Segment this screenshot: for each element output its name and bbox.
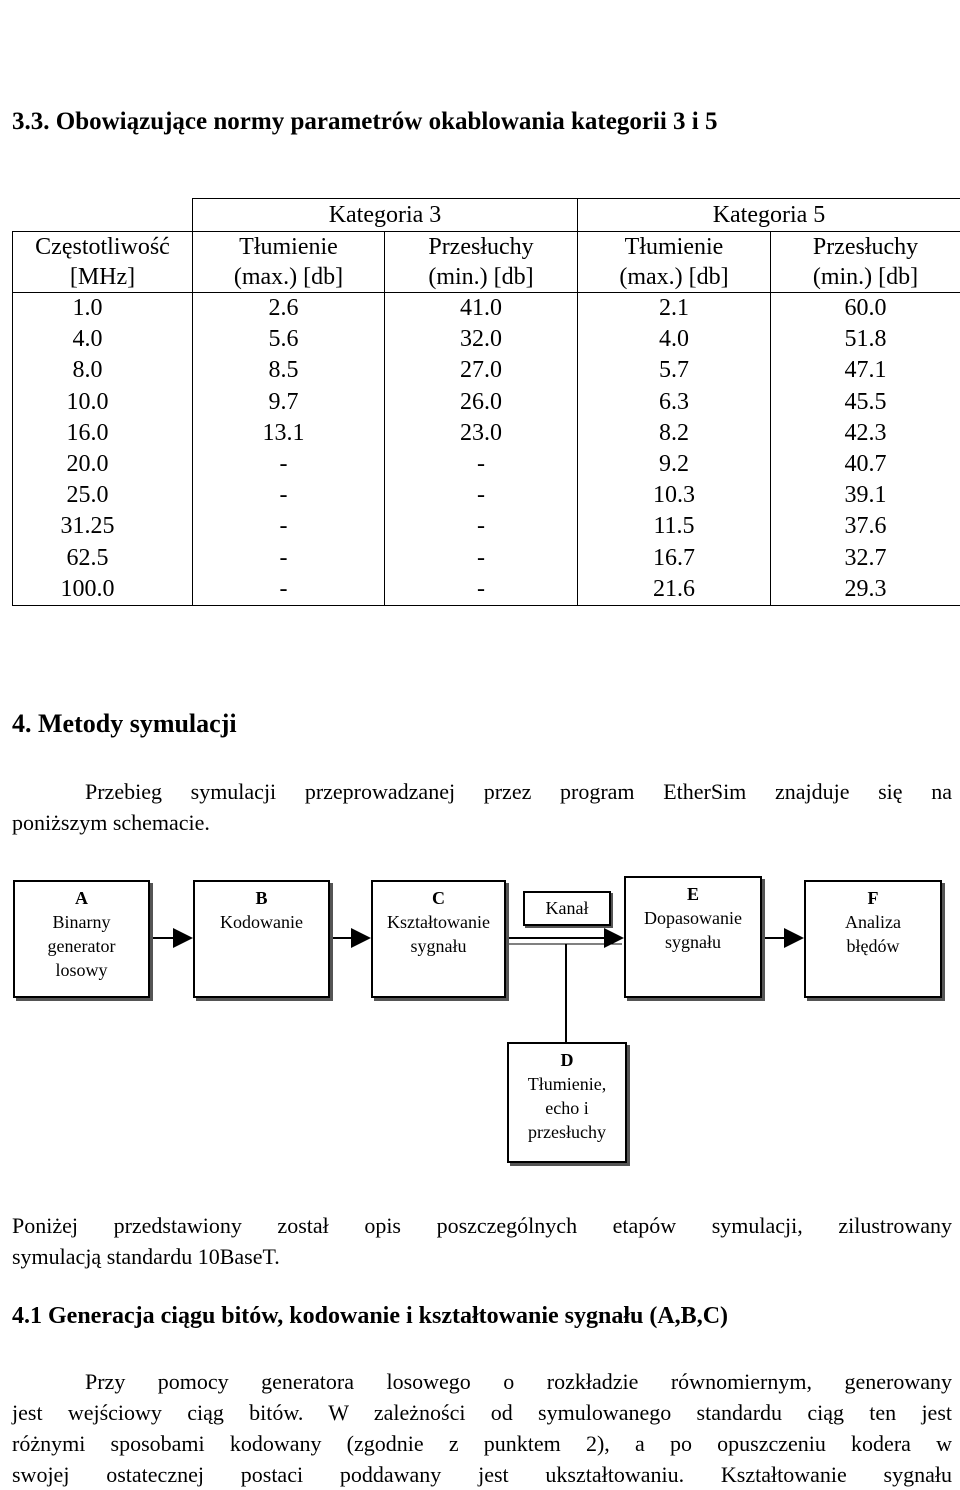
header-cat5-crosstalk: Przesłuchy (min.) [db]	[771, 232, 960, 293]
table-cell: 6.3	[578, 387, 771, 418]
table-cell: -	[385, 574, 578, 606]
table-cell: 11.5	[578, 511, 771, 542]
section-4-title: 4. Metody symulacji	[12, 709, 237, 738]
table-cell: 45.5	[771, 387, 960, 418]
table-cell: 13.1	[193, 418, 385, 449]
section-4-1-title: 4.1 Generacja ciągu bitów, kodowanie i kształtowanie sygnału (A,B,C)	[12, 1303, 729, 1329]
header-category-5: Kategoria 5	[578, 199, 960, 232]
block-e-signal-matching: E Dopasowanie sygnału	[624, 876, 762, 998]
section-4-intro	[12, 776, 952, 838]
s41-line-1: Przy pomocy generatora losowego o rozkładzie równomiernym, generowany	[85, 1369, 952, 1394]
table-cell: -	[385, 543, 578, 574]
table-cell: 20.0	[13, 449, 193, 480]
table-cell: 10.3	[578, 480, 771, 511]
table-cell: 26.0	[385, 387, 578, 418]
intro-line-2: poniższym schemacie.	[12, 810, 210, 835]
table-row	[13, 449, 960, 480]
block-d-attenuation-echo-crosstalk: D Tłumienie, echo i przesłuchy	[507, 1042, 627, 1163]
table-cell: 41.0	[385, 293, 578, 325]
table-cell: 10.0	[13, 387, 193, 418]
table-cell: 5.7	[578, 355, 771, 386]
table-cell: -	[193, 574, 385, 606]
s41-line-3: różnymi sposobami kodowany (zgodnie z punktem 2), a po opuszczeniu kodera w	[12, 1431, 952, 1456]
table-row	[13, 511, 960, 542]
table-cell: 39.1	[771, 480, 960, 511]
table-cell: 29.3	[771, 574, 960, 606]
header-category-3: Kategoria 3	[193, 199, 578, 232]
table-cell: 9.7	[193, 387, 385, 418]
table-cell: 32.0	[385, 324, 578, 355]
table-cell: 51.8	[771, 324, 960, 355]
table-cell: 2.6	[193, 293, 385, 325]
table-cell: 2.1	[578, 293, 771, 325]
table-cell: 8.0	[13, 355, 193, 386]
table-cell: 1.0	[13, 293, 193, 325]
header-cat5-attenuation: Tłumienie (max.) [db]	[578, 232, 771, 293]
table-cell: 37.6	[771, 511, 960, 542]
table-cell: 9.2	[578, 449, 771, 480]
s41-line-4: swojej ostatecznej postaci poddawany jest ukształtowaniu. Kształtowanie sygnału	[12, 1462, 952, 1487]
table-cell: -	[193, 511, 385, 542]
table-cell: 8.5	[193, 355, 385, 386]
block-a-random-generator: A Binarny generator losowy	[13, 880, 150, 998]
after-diagram-paragraph	[12, 1210, 952, 1272]
block-b-coding: B Kodowanie	[193, 880, 330, 998]
table-cell: 16.0	[13, 418, 193, 449]
table-row	[13, 324, 960, 355]
table-row	[13, 387, 960, 418]
table-cell: 100.0	[13, 574, 193, 606]
table-cell: 4.0	[578, 324, 771, 355]
table-cell: 31.25	[13, 511, 193, 542]
table-cell: -	[193, 480, 385, 511]
table-cell: 60.0	[771, 293, 960, 325]
table-cell: 23.0	[385, 418, 578, 449]
s41-line-2: jest wejściowy ciąg bitów. W zależności od symulowanego standardu ciąg ten jest	[12, 1400, 952, 1425]
table-cell: 25.0	[13, 480, 193, 511]
table-row	[13, 480, 960, 511]
table-row	[13, 418, 960, 449]
section-4-1-paragraph	[12, 1366, 952, 1490]
table-cell: 16.7	[578, 543, 771, 574]
after-diagram-line-1: Poniżej przedstawiony został opis poszczególnych etapów symulacji, zilustrowany	[12, 1213, 952, 1238]
table-cell: 4.0	[13, 324, 193, 355]
table-cell: -	[193, 449, 385, 480]
header-frequency: Częstotliwość [MHz]	[13, 232, 193, 293]
intro-line-1: Przebieg symulacji przeprowadzanej przez program EtherSim znajduje się na	[85, 779, 952, 804]
block-f-error-analysis: F Analiza błędów	[804, 880, 942, 998]
table-cell: 8.2	[578, 418, 771, 449]
table-cell: 62.5	[13, 543, 193, 574]
table-cell: 42.3	[771, 418, 960, 449]
table-cell: -	[385, 480, 578, 511]
block-channel: Kanał	[523, 891, 611, 926]
table-cell: 40.7	[771, 449, 960, 480]
table-cell: 5.6	[193, 324, 385, 355]
header-cat3-attenuation: Tłumienie (max.) [db]	[193, 232, 385, 293]
table-cell: 27.0	[385, 355, 578, 386]
empty-corner	[13, 199, 193, 232]
after-diagram-line-2: symulacją standardu 10BaseT.	[12, 1244, 280, 1269]
block-c-signal-shaping: C Kształtowanie sygnału	[371, 880, 506, 998]
table-cell: -	[385, 511, 578, 542]
section-3-3-title: 3.3. Obowiązujące normy parametrów okablowania kategorii 3 i 5	[12, 108, 718, 135]
table-cell: -	[193, 543, 385, 574]
table-cell: -	[385, 449, 578, 480]
table-cell: 21.6	[578, 574, 771, 606]
table-row	[13, 293, 960, 325]
table-row	[13, 574, 960, 606]
norms-table	[12, 198, 960, 606]
table-row	[13, 355, 960, 386]
header-cat3-crosstalk: Przesłuchy (min.) [db]	[385, 232, 578, 293]
table-row	[13, 543, 960, 574]
table-cell: 47.1	[771, 355, 960, 386]
table-cell: 32.7	[771, 543, 960, 574]
